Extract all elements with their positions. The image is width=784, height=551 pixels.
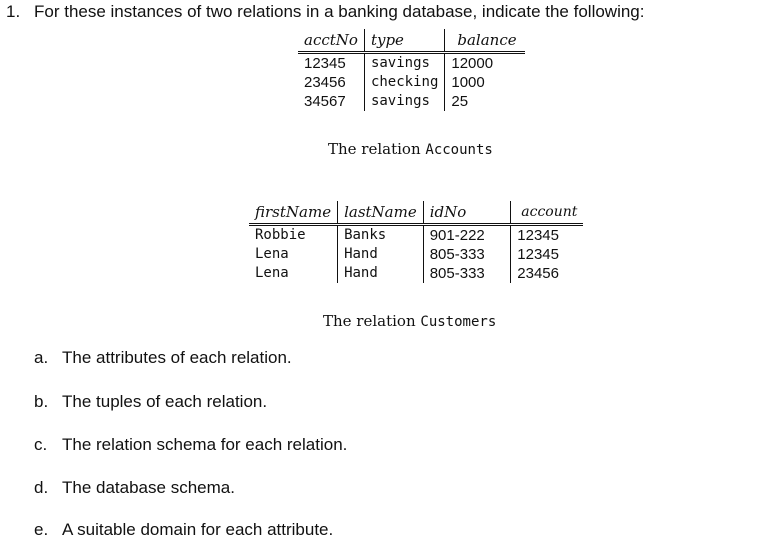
subquestion-text-a: The attributes of each relation. [62,348,292,367]
table-row [249,264,583,283]
subquestion-letter-a: a. [34,348,49,367]
cell-lastname: Hand [338,264,424,283]
cell-firstname: Robbie [255,227,306,243]
subquestion-letter-b: b. [34,392,49,411]
cell-lastname: Hand [338,245,424,264]
accounts-table [298,29,525,111]
cell-account: 12345 [511,225,584,246]
caption-relation-name: Customers [420,314,497,330]
table-row [249,225,583,246]
cell-type: savings [364,92,444,111]
cell-balance: 1000 [445,73,525,92]
column-header-firstname: firstName [255,203,332,221]
table-row [298,53,525,74]
table-row [298,73,525,92]
subquestion-text-e: A suitable domain for each attribute. [62,520,334,539]
cell-type: checking [364,73,444,92]
subquestion-text-b: The tuples of each relation. [62,392,268,411]
column-header-balance: balance [445,29,525,53]
accounts-header-row [298,29,525,53]
customers-caption [323,312,496,331]
cell-acctno: 23456 [304,74,346,91]
cell-account: 12345 [511,245,584,264]
column-header-account: account [511,201,584,225]
table-row [249,245,583,264]
cell-idno: 901-222 [423,225,511,246]
question-number: 1. [6,2,21,21]
customers-table [249,201,583,283]
cell-type: savings [364,53,444,74]
subquestion-text-c: The relation schema for each relation. [62,435,348,454]
caption-prefix: The relation [328,140,426,158]
cell-firstname: Lena [255,265,289,281]
cell-acctno: 12345 [304,55,346,72]
column-header-type: type [364,29,444,53]
cell-firstname: Lena [255,246,289,262]
cell-lastname: Banks [338,225,424,246]
cell-account: 23456 [511,264,584,283]
cell-balance: 12000 [445,53,525,74]
subquestion-letter-e: e. [34,520,49,539]
customers-header-row [249,201,583,225]
cell-idno: 805-333 [423,245,511,264]
cell-idno: 805-333 [423,264,511,283]
accounts-caption [328,140,493,159]
subquestion-text-d: The database schema. [62,478,235,497]
caption-prefix: The relation [323,312,421,330]
column-header-idno: idNo [423,201,511,225]
caption-relation-name: Accounts [425,142,493,158]
column-header-acctno: acctNo [304,31,358,49]
table-row [298,92,525,111]
subquestion-letter-c: c. [34,435,48,454]
question-text: For these instances of two relations in a banking database, indicate the following: [34,2,645,21]
cell-acctno: 34567 [304,93,346,110]
subquestion-letter-d: d. [34,478,49,497]
column-header-lastname: lastName [338,201,424,225]
cell-balance: 25 [445,92,525,111]
